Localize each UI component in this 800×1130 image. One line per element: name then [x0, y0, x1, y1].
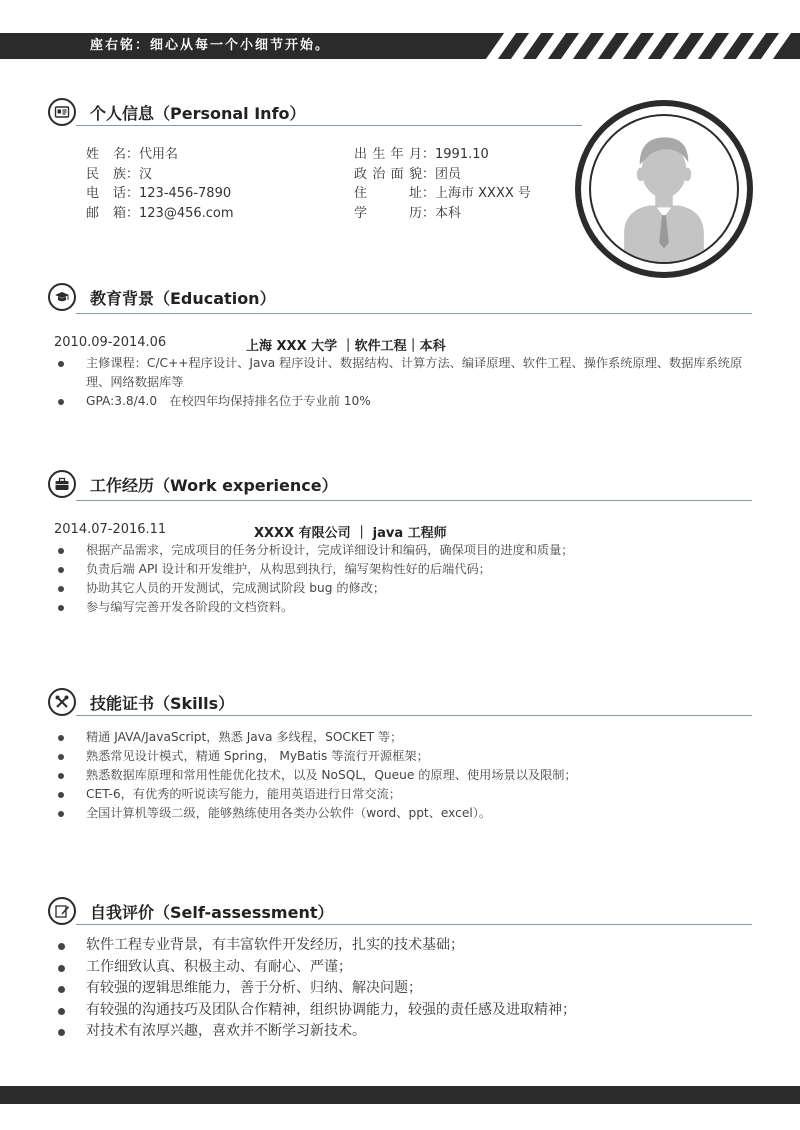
list-item: 有较强的沟通技巧及团队合作精神，组织协调能力，较强的责任感及进取精神； — [48, 1000, 752, 1022]
self-assessment-section — [48, 897, 752, 1039]
personal-info-grid — [86, 145, 566, 223]
tools-icon — [48, 688, 76, 716]
graduation-cap-icon — [48, 283, 76, 311]
work-org: XXXX 有限公司 ｜ java 工程师 — [254, 526, 447, 541]
field-name: 姓名：代用名 — [86, 147, 179, 162]
skills-list — [48, 728, 752, 823]
section-title: 个人信息（Personal Info） — [90, 104, 306, 123]
list-item: CET-6，有优秀的听说读写能力，能用英语进行日常交流； — [48, 785, 752, 804]
list-item: 协助其它人员的开发测试，完成测试阶段 bug 的修改； — [48, 579, 752, 598]
section-divider — [76, 924, 752, 925]
section-header — [48, 897, 752, 927]
edit-pencil-icon — [48, 897, 76, 925]
list-item: 工作细致认真、积极主动、有耐心、严谨； — [48, 957, 752, 979]
stripe-decoration — [485, 33, 800, 59]
field-degree: 学历：本科 — [354, 205, 462, 221]
self-assessment-list — [48, 935, 752, 1043]
motto-text: 座右铭：细心从每一个小细节开始。 — [90, 38, 331, 53]
work-section — [48, 470, 752, 614]
work-date: 2014.07-2016.11 — [54, 522, 167, 537]
field-political: 政治面貌：团员 — [354, 166, 462, 182]
field-birth: 出生年月：1991.10 — [354, 147, 489, 162]
list-item: 有较强的逻辑思维能力，善于分析、归纳、解决问题； — [48, 978, 752, 1000]
education-section — [48, 283, 752, 408]
education-entry-header — [54, 335, 752, 354]
field-address: 住址：上海市 XXXX 号 — [354, 186, 531, 201]
list-item: 参与编写完善开发各阶段的文档资料。 — [48, 598, 752, 617]
list-item: 主修课程：C/C++程序设计、Java 程序设计、数据结构、计算方法、编译原理、软件工程、操作系统原理、数据库系统原理、网络数据库等 — [48, 354, 752, 392]
list-item: 对技术有浓厚兴趣，喜欢并不断学习新技术。 — [48, 1021, 752, 1043]
briefcase-icon — [48, 470, 76, 498]
profile-photo-frame — [575, 100, 753, 278]
skills-section — [48, 688, 752, 820]
section-divider — [76, 313, 752, 314]
field-ethnicity: 民族：汉 — [86, 166, 153, 182]
section-divider — [76, 715, 752, 716]
section-title: 自我评价（Self-assessment） — [90, 903, 334, 922]
list-item: 熟悉常见设计模式，精通 Spring， MyBatis 等流行开源框架； — [48, 747, 752, 766]
avatar — [589, 114, 739, 264]
list-item: 负责后端 API 设计和开发维护，从构思到执行，编写架构性好的后端代码； — [48, 560, 752, 579]
education-list — [48, 354, 752, 411]
field-phone: 电话：123-456-7890 — [86, 186, 232, 201]
id-card-icon — [48, 98, 76, 126]
list-item: 根据产品需求，完成项目的任务分析设计，完成详细设计和编码，确保项目的进度和质量； — [48, 541, 752, 560]
list-item: 软件工程专业背景，有丰富软件开发经历，扎实的技术基础； — [48, 935, 752, 957]
section-header — [48, 688, 752, 718]
list-item: GPA:3.8/4.0 在校四年均保持排名位于专业前 10% — [48, 392, 752, 411]
section-header — [48, 470, 752, 500]
work-entry-header — [54, 522, 752, 541]
list-item: 熟悉数据库原理和常用性能优化技术，以及 NoSQL，Queue 的原理、使用场景以及限制； — [48, 766, 752, 785]
bottom-banner — [0, 1086, 800, 1104]
person-avatar-icon — [591, 116, 737, 262]
education-org: 上海 XXX 大学 ｜软件工程｜本科 — [246, 339, 446, 354]
list-item: 全国计算机等级二级，能够熟练使用各类办公软件（word、ppt、excel）。 — [48, 804, 752, 823]
section-divider — [76, 125, 582, 126]
field-email: 邮箱：123@456.com — [86, 205, 234, 221]
education-date: 2010.09-2014.06 — [54, 335, 167, 350]
section-header — [48, 283, 752, 313]
top-banner — [0, 33, 800, 59]
section-title: 教育背景（Education） — [90, 289, 276, 308]
list-item: 精通 JAVA/JavaScript，熟悉 Java 多线程，SOCKET 等； — [48, 728, 752, 747]
section-title: 工作经历（Work experience） — [90, 476, 338, 495]
section-title: 技能证书（Skills） — [90, 694, 235, 713]
section-divider — [76, 500, 752, 501]
work-list — [48, 541, 752, 617]
